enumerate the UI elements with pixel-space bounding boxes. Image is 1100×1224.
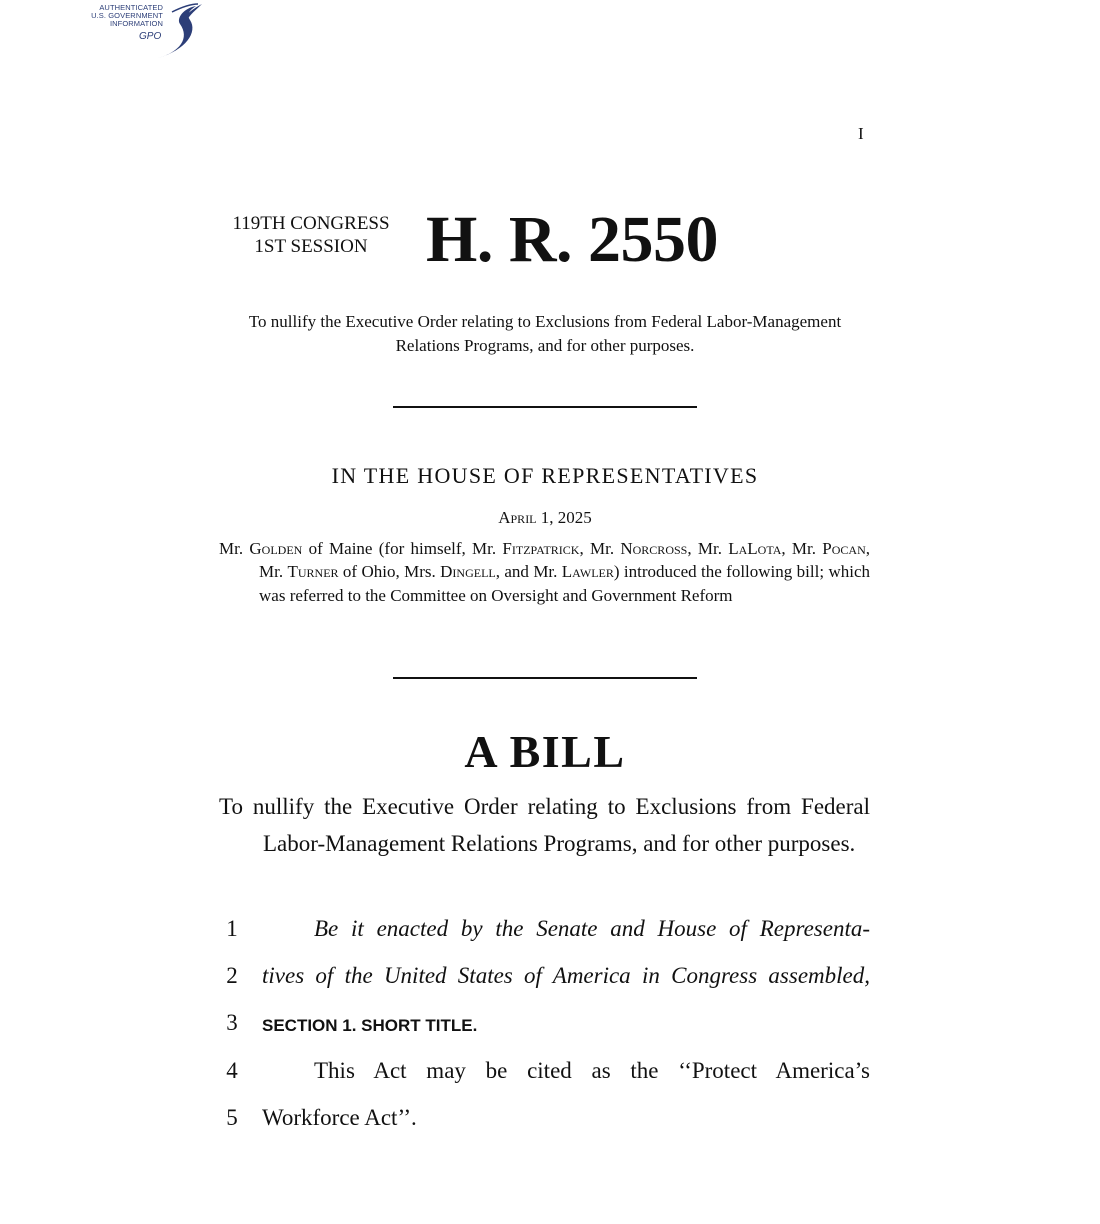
sponsor-name: Dingell	[440, 562, 496, 582]
line-number: 1	[226, 916, 238, 941]
congress-session	[218, 212, 404, 258]
enacting-clause: tives of the United States of America in Congress assembled,	[262, 963, 870, 988]
bill-number: H. R. 2550	[426, 203, 718, 276]
bill-line	[219, 1058, 870, 1094]
logo-text-line: INFORMATION	[109, 19, 163, 28]
eagle-icon	[150, 0, 205, 60]
sponsor-text: of Ohio, Mrs.	[338, 562, 441, 582]
bill-line	[219, 963, 870, 999]
sponsor-name: Golden	[249, 539, 303, 558]
sponsor-name: Lawler	[561, 562, 614, 582]
session-number: 1ST SESSION	[254, 236, 368, 257]
divider-rule	[393, 406, 697, 408]
line-number: 5	[226, 1105, 238, 1130]
section-text: Workforce Act’’.	[262, 1105, 417, 1130]
sponsor-text: , Mr.	[259, 539, 870, 582]
divider-rule	[393, 677, 697, 679]
sponsors-paragraph	[219, 537, 870, 607]
logo-text-line: AUTHENTICATED	[99, 3, 163, 12]
sponsor-text: , Mr.	[781, 539, 823, 558]
section-text: This Act may be cited as the ‘‘Protect America’s	[314, 1058, 870, 1083]
sponsor-name: Fitzpatrick	[502, 539, 580, 558]
page-marker: I	[858, 124, 864, 143]
sponsor-text: , Mr.	[579, 539, 621, 558]
line-number: 4	[226, 1058, 238, 1083]
a-bill-heading: A BILL	[464, 726, 626, 777]
bill-line	[219, 1010, 870, 1046]
sponsor-text: , and Mr.	[495, 562, 562, 582]
sponsor-text: ) introduced the following bill; which was referred to the Committee on Oversight and Government Reform	[259, 562, 870, 605]
line-number: 2	[226, 963, 238, 988]
sponsor-text: , Mr.	[687, 539, 729, 558]
logo-text-line: U.S. GOVERNMENT	[91, 11, 163, 20]
long-title-text: To nullify the Executive Order relating to Exclusions from Federal Labor-Management Relations Programs, and for other purposes.	[219, 794, 870, 856]
sponsor-name: LaLota	[728, 539, 782, 558]
sponsor-text: Mr.	[219, 539, 250, 558]
short-purpose: To nullify the Executive Order relating to Exclusions from Federal Labor-Management Relations Programs, and for other purposes.	[248, 312, 842, 355]
bill-line	[219, 916, 870, 952]
sponsor-name: Pocan	[822, 539, 866, 558]
line-number: 3	[226, 1010, 238, 1035]
long-title	[219, 789, 870, 862]
congress-number: 119TH CONGRESS	[232, 213, 390, 234]
gpo-authenticated-logo	[80, 0, 205, 60]
logo-gpo-text: GPO	[139, 31, 162, 42]
house-heading: IN THE HOUSE OF REPRESENTATIVES	[331, 463, 759, 488]
sponsor-name: Norcross	[620, 539, 688, 558]
bill-line	[219, 1105, 870, 1141]
enacting-clause: Be it enacted by the Senate and House of Representa-	[314, 916, 870, 941]
introduction-date: April 1, 2025	[498, 508, 592, 527]
section-heading: SECTION 1. SHORT TITLE.	[262, 1016, 478, 1035]
sponsor-name: Turner	[287, 562, 339, 582]
sponsor-text: of Maine (for himself, Mr.	[302, 539, 503, 558]
